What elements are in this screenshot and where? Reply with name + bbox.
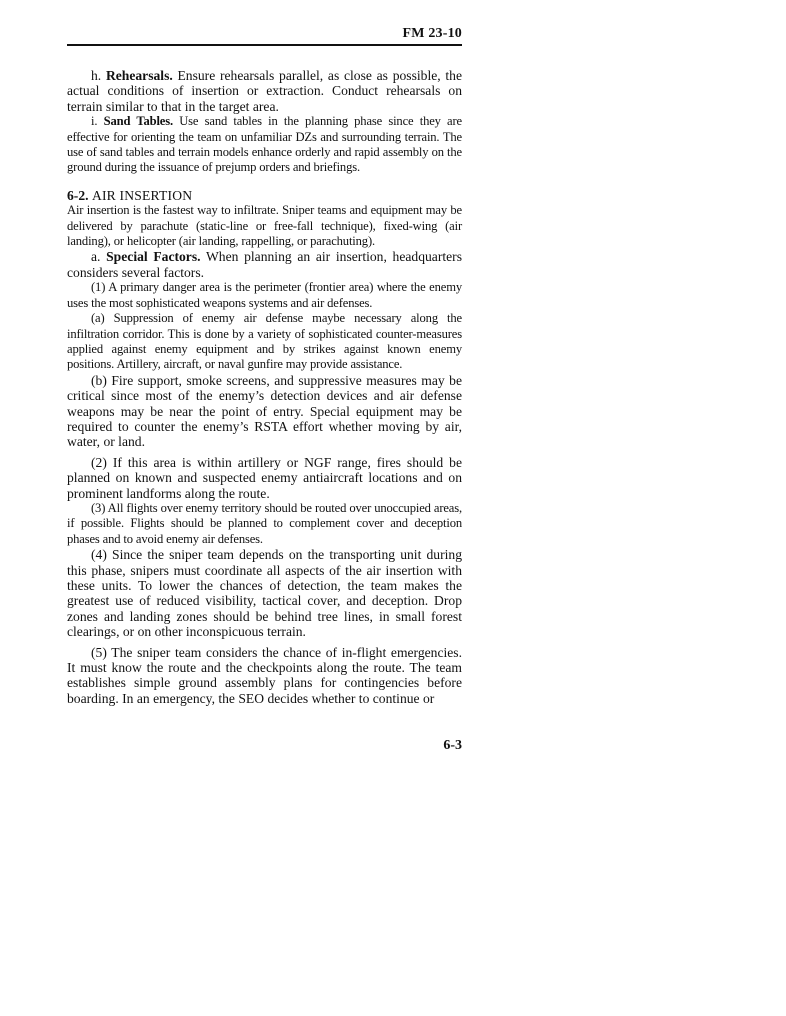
paragraph-2: (2) If this area is within artillery or NGF range, fires should be planned on known and suspected enemy antiaircraft locations and on prominent landforms along the route. bbox=[67, 454, 462, 501]
paragraph-h bbox=[67, 68, 462, 114]
page-header bbox=[67, 26, 462, 46]
paragraph-1a: (a) Suppression of enemy air defense maybe necessary along the infiltration corridor. This is done by a variety of sophisticated counter-measures applied against enemy equipment and by strikes against known enemy positions. Artillery, aircraft, or naval gunfire may provide assistance. bbox=[67, 311, 462, 372]
section-number: 6-2. bbox=[67, 187, 89, 203]
paragraph-a-heading: Special Factors. bbox=[106, 249, 201, 265]
paragraph-i bbox=[67, 114, 462, 176]
section-title: AIR INSERTION bbox=[91, 187, 193, 203]
manual-title: FM 23-10 bbox=[402, 26, 462, 41]
paragraph-5: (5) The sniper team considers the chance of in-flight emergencies. It must know the route and the checkpoints along the route. The team establishes simple ground assembly plans for contingencies before boarding. In an emergency, the SEO decides whether to continue or bbox=[67, 644, 462, 706]
paragraph-i-heading: Sand Tables. bbox=[103, 114, 173, 129]
page-body bbox=[67, 68, 462, 706]
paragraph-a-text: When planning an air insertion, headquarters considers several factors. bbox=[67, 249, 462, 280]
paragraph-1: (1) A primary danger area is the perimeter (frontier area) where the enemy uses the most sophisticated weapons systems and air defenses. bbox=[67, 280, 462, 310]
page-number: 6-3 bbox=[443, 738, 462, 753]
section-heading bbox=[67, 188, 462, 203]
paragraph-h-label: h. bbox=[91, 68, 106, 83]
paragraph-a-label: a. bbox=[91, 249, 107, 265]
paragraph-a bbox=[67, 249, 462, 280]
section-intro: Air insertion is the fastest way to infiltrate. Sniper teams and equipment may be delivered by parachute (static-line or free-fall technique), fixed-wing (air landing), or helicopter (air landing, rappelling, or parachuting). bbox=[67, 203, 462, 249]
paragraph-h-heading: Rehearsals. bbox=[105, 68, 173, 83]
paragraph-3: (3) All flights over enemy territory should be routed over unoccupied areas, if possible. Flights should be planned to complement cover and deception phases and to avoid enemy air defenses. bbox=[67, 500, 462, 546]
paragraph-4: (4) Since the sniper team depends on the transporting unit during this phase, snipers must coordinate all aspects of the air insertion with these units. To lower the chances of detection, the team makes the greatest use of reduced visibility, tactical cover, and deception. Drop zones and landing zones should be behind tree lines, in small forest clearings, or on other inconspicuous terrain. bbox=[67, 547, 462, 640]
paragraph-i-label: i. bbox=[91, 114, 104, 129]
paragraph-h-text: Ensure rehearsals parallel, as close as possible, the actual conditions of insertion or extraction. Conduct rehearsals on terrain similar to that in the target area. bbox=[67, 68, 463, 114]
paragraph-1b: (b) Fire support, smoke screens, and suppressive measures may be critical since most of the enemy’s detection devices and air defense weapons may be near the point of entry. Special equipment may be required to counter the enemy’s RSTA effort whether moving by air, water, or land. bbox=[67, 372, 462, 450]
paragraph-i-text: Use sand tables in the planning phase since they are effective for orienting the team on unfamiliar DZs and surrounding terrain. The use of sand tables and terrain models enhance orderly and rapid assembly on the ground during the issuance of prejump orders and briefings. bbox=[67, 114, 462, 175]
